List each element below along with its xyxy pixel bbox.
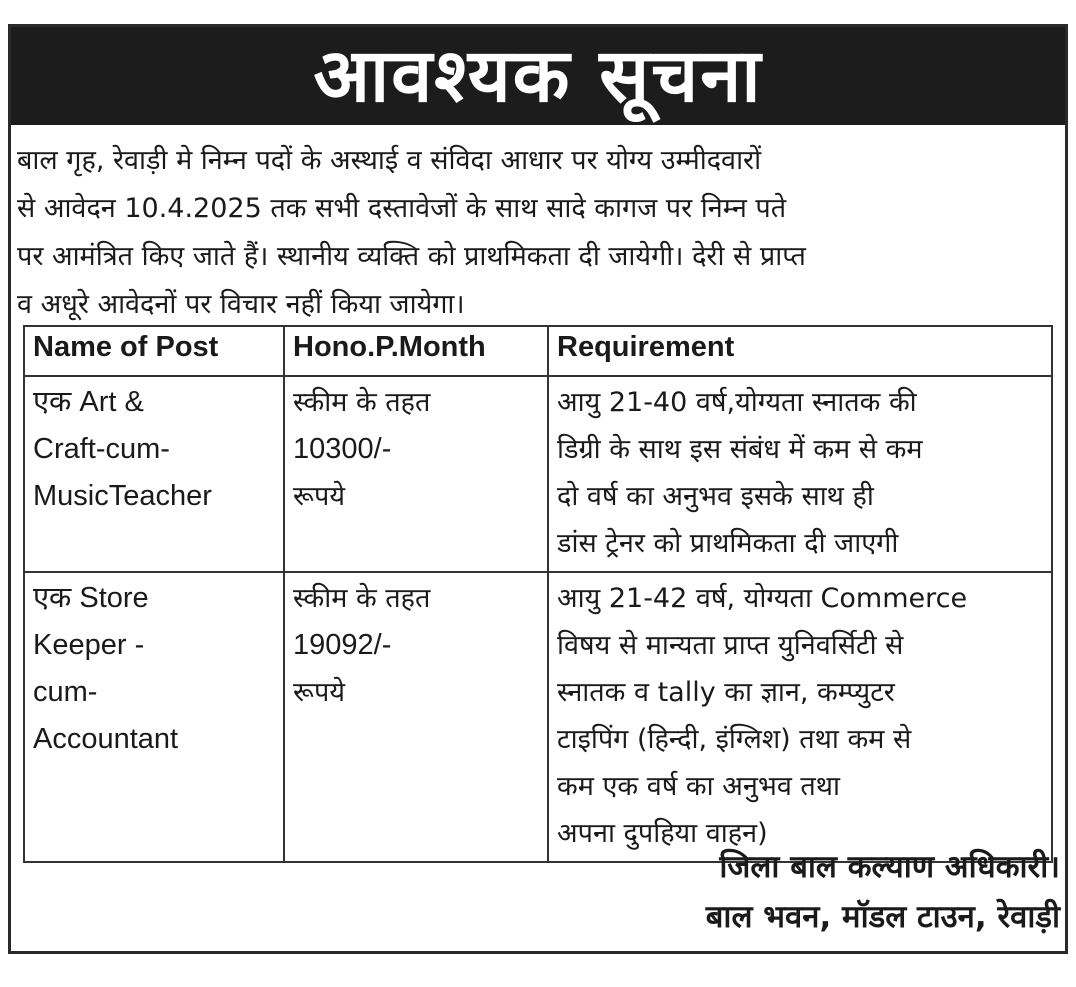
requirement-line: टाइपिंग (हिन्दी, इंग्लिश) तथा कम से: [557, 724, 912, 755]
post-line: एक Art &: [33, 386, 144, 418]
intro-line: बाल गृह, रेवाड़ी मे निम्न पदों के अस्थाई व संविदा आधार पर योग्य उम्मीदवारों: [17, 145, 762, 176]
notice-title: आवश्यक सूचना: [313, 33, 763, 119]
notice-header: [11, 27, 1065, 125]
hono-amount: 19092/-: [293, 629, 392, 661]
table-header-row: [24, 326, 1052, 376]
requirement-line: आयु 21-42 वर्ष, योग्यता Commerce: [557, 583, 968, 614]
hono-line: स्कीम के तहत: [293, 583, 431, 614]
header-requirement: Requirement: [548, 326, 1052, 376]
hono-line: रूपये: [293, 677, 345, 708]
hono-amount: 10300/-: [293, 433, 392, 465]
requirement-line: डांस ट्रेनर को प्राथमिकता दी जाएगी: [557, 528, 899, 559]
requirement-line: डिग्री के साथ इस संबंध में कम से कम: [557, 434, 923, 465]
requirement-line: कम एक वर्ष का अनुभव तथा: [557, 771, 841, 802]
hono-line: रूपये: [293, 481, 345, 512]
intro-line: से आवेदन 10.4.2025 तक सभी दस्तावेजों के साथ सादे कागज पर निम्न पते: [17, 193, 787, 224]
requirement-line: विषय से मान्यता प्राप्त युनिवर्सिटी से: [557, 630, 904, 661]
header-name-of-post: Name of Post: [24, 326, 284, 376]
table-row: [24, 376, 1052, 572]
office-name: जिला बाल कल्याण अधिकारी।: [719, 849, 1060, 885]
intro-line: पर आमंत्रित किए जाते हैं। स्थानीय व्यक्ति को प्राथमिकता दी जायेगी। देरी से प्राप्त: [17, 241, 806, 272]
signature-block: [706, 842, 1060, 942]
requirement-cell: [548, 572, 1052, 862]
post-line: MusicTeacher: [33, 480, 212, 512]
requirement-cell: [548, 376, 1052, 572]
requirement-line: आयु 21-40 वर्ष,योग्यता स्नातक की: [557, 387, 917, 418]
hono-cell: [284, 376, 548, 572]
post-line: Keeper -: [33, 629, 145, 661]
requirement-line: स्नातक व tally का ज्ञान, कम्प्युटर: [557, 677, 895, 708]
notice-box: [8, 24, 1068, 954]
table-row: [24, 572, 1052, 862]
requirement-line: दो वर्ष का अनुभव इसके साथ ही: [557, 481, 874, 512]
intro-paragraph: [17, 137, 1057, 329]
post-cell: [24, 376, 284, 572]
post-line: Craft-cum-: [33, 433, 170, 465]
post-cell: [24, 572, 284, 862]
office-address: बाल भवन, मॉडल टाउन, रेवाड़ी: [705, 899, 1060, 935]
header-hono-per-month: Hono.P.Month: [284, 326, 548, 376]
intro-line: व अधूरे आवेदनों पर विचार नहीं किया जायेगा।: [17, 289, 465, 320]
post-line: Accountant: [33, 723, 179, 755]
post-line: cum-: [33, 676, 98, 708]
requirement-line: अपना दुपहिया वाहन): [557, 818, 768, 849]
post-line: एक Store: [33, 582, 149, 614]
hono-line: स्कीम के तहत: [293, 387, 431, 418]
posts-table: [23, 325, 1053, 863]
hono-cell: [284, 572, 548, 862]
